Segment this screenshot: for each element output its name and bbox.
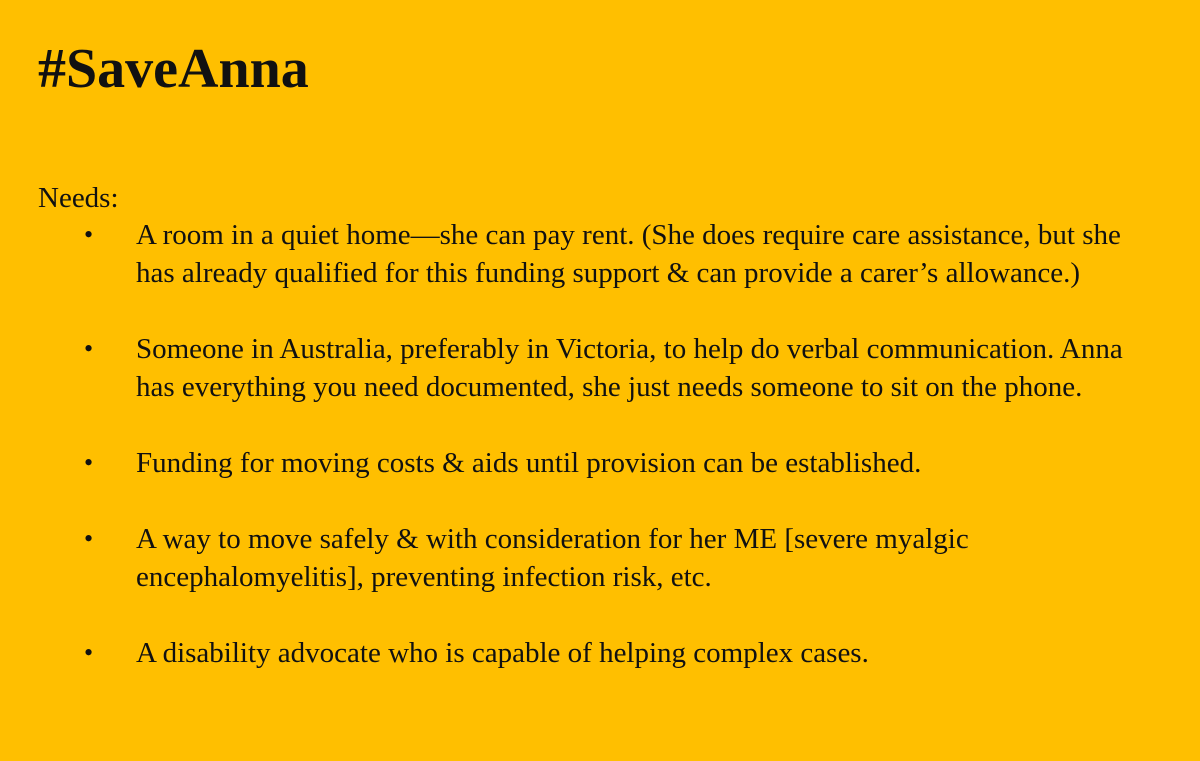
need-item-advocate	[38, 634, 1162, 672]
need-item-communication	[38, 330, 1162, 406]
need-item-text: A disability advocate who is capable of helping complex cases.	[136, 637, 869, 669]
bullet-icon: •	[84, 448, 94, 477]
bullet-icon: •	[84, 220, 94, 249]
need-item-text: A room in a quiet home—she can pay rent. (She does require care assistance, but she has already qualified for this funding support & can provide a carer’s allowance.)	[136, 219, 1121, 289]
need-item-room	[38, 216, 1162, 292]
need-item-text: A way to move safely & with consideration for her ME [severe myalgic encephalomyelitis], preventing infection risk, etc.	[136, 523, 969, 593]
needs-label: Needs:	[38, 182, 119, 214]
bullet-icon: •	[84, 334, 94, 363]
bullet-icon: •	[84, 638, 94, 667]
page-title: #SaveAnna	[38, 38, 309, 100]
needs-list	[38, 216, 1162, 672]
need-item-safe-move	[38, 520, 1162, 596]
need-item-text: Someone in Australia, preferably in Victoria, to help do verbal communication. Anna has everything you need documented, she just needs someone to sit on the phone.	[136, 333, 1123, 403]
bullet-icon: •	[84, 524, 94, 553]
need-item-text: Funding for moving costs & aids until provision can be established.	[136, 447, 922, 479]
need-item-funding	[38, 444, 1162, 482]
